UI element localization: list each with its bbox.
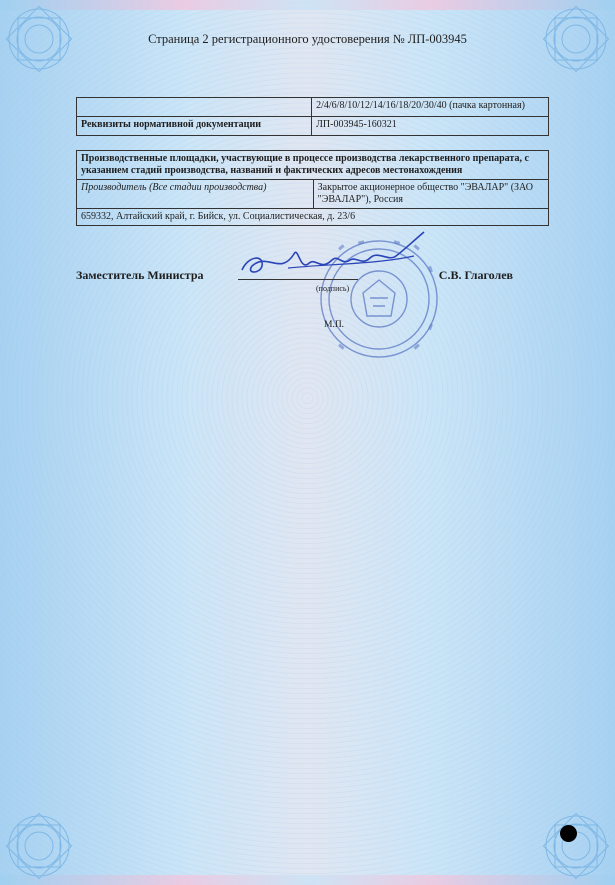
manufacturer-role: Производитель (Все стадии производства)	[77, 180, 314, 209]
page-title: Страница 2 регистрационного удостоверения № ЛП-003945	[148, 32, 467, 46]
rosette-icon	[541, 811, 611, 881]
handwritten-signature	[228, 226, 428, 286]
manufacturer-company: Закрытое акционерное общество "ЭВАЛАР" (ЗАО "ЭВАЛАР"), Россия	[313, 180, 548, 209]
manufacturer-address: 659332, Алтайский край, г. Бийск, ул. Социалистическая, д. 23/6	[77, 209, 549, 226]
signature-line	[238, 279, 358, 280]
hole-punch-mark	[560, 825, 577, 842]
table-row	[77, 180, 549, 209]
signatory-position: Заместитель Министра	[76, 268, 204, 282]
packaging-table	[76, 97, 549, 136]
packaging-value: 2/4/6/8/10/12/14/16/18/20/30/40 (пачка картонная)	[312, 98, 549, 117]
normative-docs-label: Реквизиты нормативной документации	[77, 117, 312, 136]
signature-caption: (подпись)	[316, 284, 350, 293]
table-row	[77, 209, 549, 226]
table-row	[77, 98, 549, 117]
table-cell	[77, 98, 312, 117]
rosette-icon	[4, 811, 74, 881]
normative-docs-value: ЛП-003945-160321	[312, 117, 549, 136]
signatory-name: С.В. Глаголев	[438, 268, 513, 282]
production-sites-table	[76, 150, 549, 226]
table-row	[77, 151, 549, 180]
table-row	[77, 117, 549, 136]
decorative-edge-top	[0, 0, 615, 10]
decorative-edge-bottom	[0, 875, 615, 885]
seal-label: М.П.	[324, 320, 345, 330]
production-sites-heading: Производственные площадки, участвующие в процессе производства лекарственного препарата, с указанием стадий производства, названий и фактических адресов местонахождения	[77, 151, 549, 180]
